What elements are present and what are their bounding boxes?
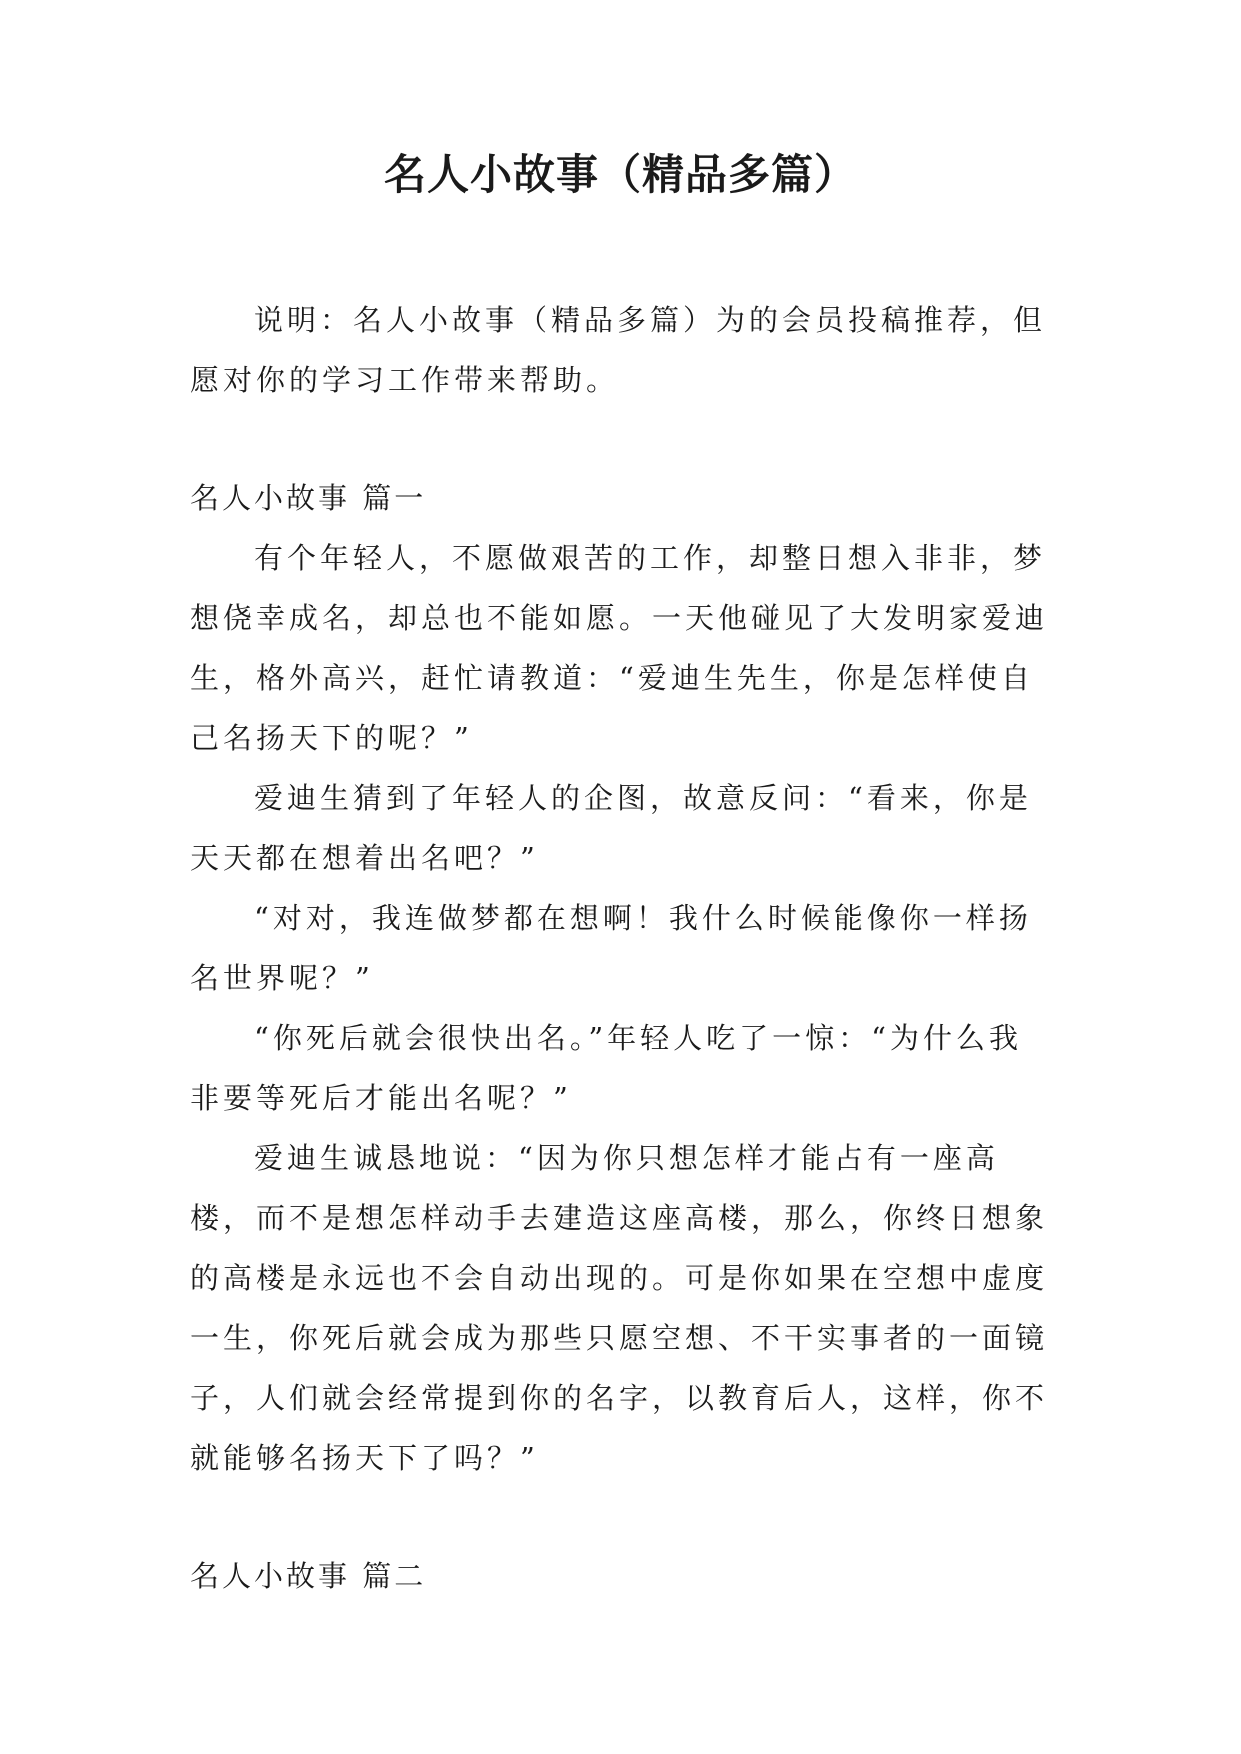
section-2	[190, 1546, 1050, 1606]
document-title: 名人小故事（精品多篇）	[383, 150, 857, 199]
body-paragraph: “对对，我连做梦都在想啊！我什么时候能像你一样扬名世界呢？”	[190, 901, 1032, 995]
section-heading: 名人小故事 篇二	[190, 1559, 427, 1593]
section-heading: 名人小故事 篇一	[190, 481, 427, 515]
body-paragraph: 有个年轻人，不愿做艰苦的工作，却整日想入非非，梦想侥幸成名，却总也不能如愿。一天他碰见了大发明家爱迪生，格外高兴，赶忙请教道：“爱迪生先生，你是怎样使自己名扬天下的呢？”	[190, 541, 1049, 755]
body-paragraph: 爱迪生猜到了年轻人的企图，故意反问：“看来，你是天天都在想着出名吧？”	[190, 781, 1032, 875]
intro-paragraph: 说明：名人小故事（精品多篇）为的会员投稿推荐，但愿对你的学习工作带来帮助。	[190, 303, 1047, 397]
document-body	[190, 290, 1050, 1606]
section-1	[190, 468, 1050, 1488]
body-paragraph: “你死后就会很快出名。”年轻人吃了一惊：“为什么我非要等死后才能出名呢？”	[190, 1021, 1022, 1115]
body-paragraph: 爱迪生诚恳地说：“因为你只想怎样才能占有一座高楼，而不是想怎样动手去建造这座高楼，那么，你终日想象的高楼是永远也不会自动出现的。可是你如果在空想中虚度一生，你死后就会成为那些只愿空想、不干实事者的一面镜子，人们就会经常提到你的名字，以教育后人，这样，你不就能够名扬天下了吗？”	[190, 1141, 1049, 1475]
